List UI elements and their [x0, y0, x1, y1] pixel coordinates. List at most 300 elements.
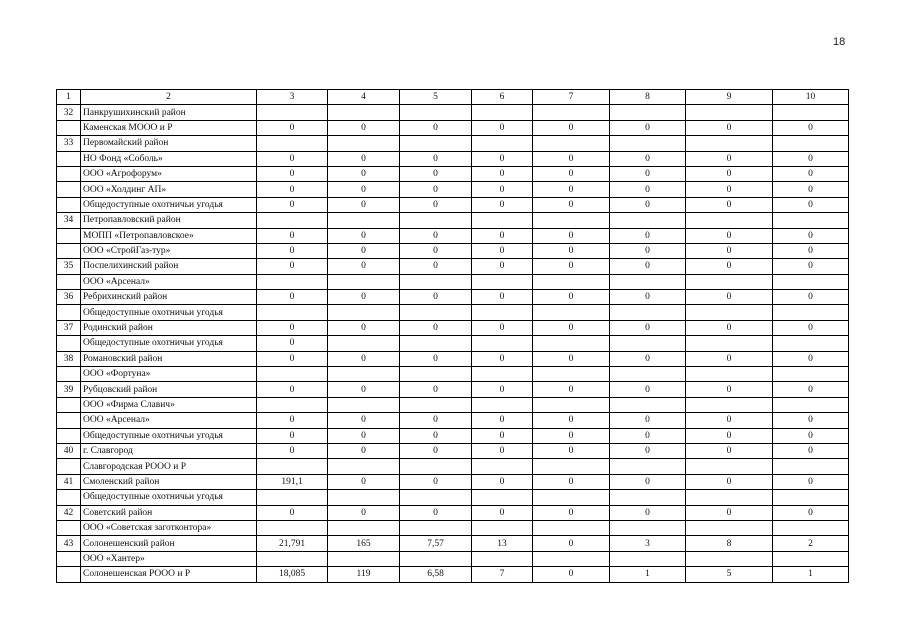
value-cell: 0: [472, 474, 533, 489]
value-cell: 0: [400, 243, 472, 258]
row-name-cell: ООО «Арсенал»: [81, 274, 257, 289]
value-cell: [400, 336, 472, 351]
value-cell: 0: [400, 443, 472, 458]
value-cell: 0: [472, 505, 533, 520]
table-row: [57, 228, 849, 243]
value-cell: 0: [257, 166, 328, 181]
table-row: [57, 274, 849, 289]
row-number-cell: [57, 305, 81, 320]
value-cell: [686, 213, 773, 228]
value-cell: 0: [686, 151, 773, 166]
value-cell: [610, 551, 686, 566]
value-cell: 0: [257, 428, 328, 443]
row-number-cell: 40: [57, 443, 81, 458]
row-number-cell: [57, 428, 81, 443]
value-cell: [610, 105, 686, 120]
value-cell: 2: [773, 536, 849, 551]
value-cell: [257, 490, 328, 505]
table-row: [57, 105, 849, 120]
value-cell: 0: [533, 474, 610, 489]
value-cell: 0: [610, 197, 686, 212]
table-row: [57, 259, 849, 274]
value-cell: [533, 336, 610, 351]
value-cell: [610, 490, 686, 505]
row-name-cell: Солонешенский район: [81, 536, 257, 551]
page-number: 18: [833, 36, 846, 48]
value-cell: 0: [472, 290, 533, 305]
value-cell: 0: [328, 443, 400, 458]
row-number-cell: [57, 274, 81, 289]
value-cell: [610, 459, 686, 474]
table-row: [57, 166, 849, 181]
row-number-cell: 42: [57, 505, 81, 520]
value-cell: [686, 520, 773, 535]
value-cell: 0: [686, 505, 773, 520]
value-cell: 119: [328, 567, 400, 582]
value-cell: [400, 213, 472, 228]
header-cell: 6: [472, 90, 533, 105]
value-cell: 0: [472, 243, 533, 258]
value-cell: 0: [328, 428, 400, 443]
value-cell: 0: [533, 197, 610, 212]
value-cell: 0: [686, 443, 773, 458]
value-cell: [773, 520, 849, 535]
value-cell: [328, 551, 400, 566]
row-name-cell: Общедоступные охотничьи угодья: [81, 490, 257, 505]
value-cell: 6,58: [400, 567, 472, 582]
row-name-cell: Общедоступные охотничьи угодья: [81, 336, 257, 351]
row-number-cell: 35: [57, 259, 81, 274]
value-cell: [328, 520, 400, 535]
value-cell: 0: [472, 197, 533, 212]
value-cell: [610, 274, 686, 289]
value-cell: [533, 490, 610, 505]
value-cell: 0: [257, 382, 328, 397]
value-cell: 0: [686, 428, 773, 443]
value-cell: 0: [533, 120, 610, 135]
value-cell: [773, 397, 849, 412]
table-row: [57, 520, 849, 535]
row-number-cell: [57, 367, 81, 382]
value-cell: 3: [610, 536, 686, 551]
value-cell: [400, 459, 472, 474]
row-number-cell: [57, 551, 81, 566]
header-cell: 7: [533, 90, 610, 105]
value-cell: [328, 397, 400, 412]
value-cell: [400, 551, 472, 566]
value-cell: 0: [610, 505, 686, 520]
value-cell: [773, 213, 849, 228]
table-row: [57, 290, 849, 305]
row-name-cell: ООО «Фирма Славич»: [81, 397, 257, 412]
row-name-cell: ООО «Хантер»: [81, 551, 257, 566]
value-cell: [328, 490, 400, 505]
row-name-cell: Славгородская РООО и Р: [81, 459, 257, 474]
value-cell: 0: [328, 166, 400, 181]
value-cell: [472, 367, 533, 382]
value-cell: 0: [533, 351, 610, 366]
row-name-cell: НО Фонд «Соболь»: [81, 151, 257, 166]
header-cell: 2: [81, 90, 257, 105]
row-number-cell: [57, 182, 81, 197]
row-number-cell: 33: [57, 136, 81, 151]
value-cell: [472, 274, 533, 289]
value-cell: [257, 274, 328, 289]
value-cell: 0: [533, 166, 610, 181]
value-cell: [472, 397, 533, 412]
table-row: [57, 397, 849, 412]
value-cell: [472, 551, 533, 566]
row-name-cell: ООО «Советская заготконтора»: [81, 520, 257, 535]
value-cell: 0: [257, 243, 328, 258]
value-cell: [610, 213, 686, 228]
value-cell: 0: [257, 320, 328, 335]
value-cell: [472, 105, 533, 120]
value-cell: 0: [686, 243, 773, 258]
value-cell: [773, 490, 849, 505]
value-cell: 0: [328, 228, 400, 243]
value-cell: 0: [328, 182, 400, 197]
value-cell: 0: [533, 259, 610, 274]
value-cell: [533, 459, 610, 474]
value-cell: 0: [773, 428, 849, 443]
value-cell: [400, 305, 472, 320]
value-cell: 0: [610, 413, 686, 428]
value-cell: [610, 367, 686, 382]
row-name-cell: Панкрушихинский район: [81, 105, 257, 120]
value-cell: 0: [328, 320, 400, 335]
value-cell: 0: [610, 320, 686, 335]
value-cell: [472, 490, 533, 505]
row-number-cell: [57, 520, 81, 535]
row-number-cell: 39: [57, 382, 81, 397]
row-name-cell: Общедоступные охотничьи угодья: [81, 197, 257, 212]
value-cell: [257, 305, 328, 320]
value-cell: 0: [400, 182, 472, 197]
value-cell: 0: [533, 428, 610, 443]
value-cell: [686, 274, 773, 289]
value-cell: [400, 274, 472, 289]
value-cell: [472, 213, 533, 228]
value-cell: 0: [472, 228, 533, 243]
value-cell: 0: [400, 505, 472, 520]
table-row: [57, 182, 849, 197]
table-row: [57, 413, 849, 428]
value-cell: 0: [533, 320, 610, 335]
row-number-cell: [57, 490, 81, 505]
value-cell: 1: [773, 567, 849, 582]
value-cell: 0: [472, 413, 533, 428]
value-cell: [400, 136, 472, 151]
value-cell: 0: [472, 351, 533, 366]
value-cell: [257, 459, 328, 474]
value-cell: [686, 459, 773, 474]
value-cell: 0: [686, 259, 773, 274]
value-cell: 0: [400, 413, 472, 428]
value-cell: 0: [328, 290, 400, 305]
value-cell: 0: [610, 259, 686, 274]
value-cell: [257, 136, 328, 151]
value-cell: [472, 459, 533, 474]
value-cell: 0: [686, 228, 773, 243]
value-cell: 0: [773, 505, 849, 520]
value-cell: 0: [400, 259, 472, 274]
value-cell: 0: [773, 228, 849, 243]
value-cell: [686, 136, 773, 151]
table-row: [57, 428, 849, 443]
row-number-cell: [57, 228, 81, 243]
value-cell: [773, 459, 849, 474]
value-cell: 0: [686, 320, 773, 335]
value-cell: [257, 397, 328, 412]
row-name-cell: ООО «Агрофорум»: [81, 166, 257, 181]
row-number-cell: [57, 397, 81, 412]
header-cell: 1: [57, 90, 81, 105]
value-cell: 0: [257, 505, 328, 520]
value-cell: 0: [610, 428, 686, 443]
table-row: [57, 567, 849, 582]
value-cell: 0: [533, 413, 610, 428]
data-table: [56, 89, 849, 583]
value-cell: 0: [610, 151, 686, 166]
value-cell: 0: [773, 413, 849, 428]
value-cell: [472, 336, 533, 351]
value-cell: [533, 136, 610, 151]
value-cell: 0: [610, 120, 686, 135]
row-number-cell: [57, 243, 81, 258]
value-cell: [686, 305, 773, 320]
table-row: [57, 151, 849, 166]
value-cell: [773, 367, 849, 382]
table-row: [57, 351, 849, 366]
value-cell: 0: [472, 182, 533, 197]
value-cell: 0: [686, 182, 773, 197]
row-name-cell: Ребрихинский район: [81, 290, 257, 305]
value-cell: [400, 397, 472, 412]
value-cell: [533, 551, 610, 566]
value-cell: 0: [257, 182, 328, 197]
value-cell: 0: [400, 290, 472, 305]
value-cell: [610, 136, 686, 151]
value-cell: [328, 305, 400, 320]
value-cell: 0: [533, 443, 610, 458]
value-cell: 0: [328, 243, 400, 258]
value-cell: 0: [257, 151, 328, 166]
table-row: [57, 305, 849, 320]
row-name-cell: Романовский район: [81, 351, 257, 366]
row-name-cell: Рубцовский район: [81, 382, 257, 397]
table-row: [57, 213, 849, 228]
row-number-cell: [57, 166, 81, 181]
value-cell: 0: [328, 351, 400, 366]
value-cell: 0: [472, 320, 533, 335]
value-cell: 0: [773, 182, 849, 197]
value-cell: 0: [400, 351, 472, 366]
value-cell: 0: [400, 151, 472, 166]
value-cell: 0: [773, 151, 849, 166]
value-cell: 0: [257, 413, 328, 428]
table-row: [57, 536, 849, 551]
value-cell: 0: [328, 505, 400, 520]
value-cell: 0: [610, 382, 686, 397]
table-row: [57, 120, 849, 135]
value-cell: 0: [773, 351, 849, 366]
value-cell: [773, 136, 849, 151]
value-cell: 0: [533, 567, 610, 582]
value-cell: 0: [328, 120, 400, 135]
value-cell: [533, 213, 610, 228]
table-row: [57, 243, 849, 258]
table-row: [57, 367, 849, 382]
value-cell: 0: [610, 243, 686, 258]
table-body: [57, 90, 849, 583]
value-cell: 18,085: [257, 567, 328, 582]
value-cell: 0: [686, 290, 773, 305]
value-cell: 0: [472, 166, 533, 181]
value-cell: [257, 213, 328, 228]
value-cell: 7,57: [400, 536, 472, 551]
value-cell: [533, 105, 610, 120]
value-cell: 0: [686, 351, 773, 366]
value-cell: [773, 105, 849, 120]
value-cell: 0: [610, 443, 686, 458]
value-cell: [533, 367, 610, 382]
row-number-cell: [57, 567, 81, 582]
header-cell: 10: [773, 90, 849, 105]
value-cell: 0: [328, 382, 400, 397]
value-cell: [686, 397, 773, 412]
table-row: [57, 459, 849, 474]
row-name-cell: ООО «СтройГаз-тур»: [81, 243, 257, 258]
table-row: [57, 320, 849, 335]
value-cell: [686, 105, 773, 120]
value-cell: [533, 520, 610, 535]
value-cell: [257, 520, 328, 535]
header-cell: 3: [257, 90, 328, 105]
header-cell: 8: [610, 90, 686, 105]
value-cell: 0: [472, 382, 533, 397]
table-row: [57, 136, 849, 151]
row-number-cell: [57, 120, 81, 135]
row-number-cell: 34: [57, 213, 81, 228]
value-cell: 0: [773, 382, 849, 397]
value-cell: 0: [533, 182, 610, 197]
value-cell: 0: [610, 182, 686, 197]
value-cell: 13: [472, 536, 533, 551]
value-cell: 0: [328, 259, 400, 274]
value-cell: [773, 551, 849, 566]
value-cell: 0: [533, 505, 610, 520]
value-cell: [533, 305, 610, 320]
value-cell: [773, 336, 849, 351]
value-cell: 0: [610, 290, 686, 305]
row-name-cell: ООО «Фортуна»: [81, 367, 257, 382]
row-number-cell: 36: [57, 290, 81, 305]
row-number-cell: [57, 151, 81, 166]
value-cell: [328, 336, 400, 351]
value-cell: 0: [610, 166, 686, 181]
value-cell: [773, 274, 849, 289]
row-name-cell: Первомайский район: [81, 136, 257, 151]
row-number-cell: 38: [57, 351, 81, 366]
value-cell: 0: [472, 443, 533, 458]
row-name-cell: Солонешенская РООО и Р: [81, 567, 257, 582]
value-cell: 0: [400, 382, 472, 397]
row-name-cell: Петропавловский район: [81, 213, 257, 228]
table-row: [57, 336, 849, 351]
value-cell: 0: [400, 166, 472, 181]
value-cell: [686, 336, 773, 351]
value-cell: [328, 367, 400, 382]
value-cell: 0: [773, 474, 849, 489]
table-row: [57, 490, 849, 505]
value-cell: [328, 136, 400, 151]
row-name-cell: МОПП «Петропавловское»: [81, 228, 257, 243]
header-row: [57, 90, 849, 105]
value-cell: [328, 459, 400, 474]
row-number-cell: [57, 459, 81, 474]
value-cell: [400, 520, 472, 535]
row-number-cell: 37: [57, 320, 81, 335]
value-cell: 0: [610, 474, 686, 489]
value-cell: [400, 367, 472, 382]
value-cell: 0: [400, 474, 472, 489]
row-name-cell: Советский район: [81, 505, 257, 520]
value-cell: [472, 520, 533, 535]
row-number-cell: [57, 197, 81, 212]
value-cell: 0: [328, 151, 400, 166]
value-cell: [328, 274, 400, 289]
value-cell: [610, 305, 686, 320]
value-cell: [610, 520, 686, 535]
table-row: [57, 551, 849, 566]
value-cell: 165: [328, 536, 400, 551]
value-cell: 0: [773, 443, 849, 458]
value-cell: 0: [773, 259, 849, 274]
table-row: [57, 382, 849, 397]
table-row: [57, 197, 849, 212]
value-cell: [686, 367, 773, 382]
value-cell: 0: [773, 243, 849, 258]
value-cell: 0: [257, 336, 328, 351]
value-cell: [257, 105, 328, 120]
value-cell: 0: [257, 443, 328, 458]
value-cell: 0: [472, 151, 533, 166]
value-cell: 0: [686, 474, 773, 489]
value-cell: 0: [686, 382, 773, 397]
value-cell: [610, 397, 686, 412]
value-cell: 0: [257, 228, 328, 243]
value-cell: 0: [257, 197, 328, 212]
row-name-cell: Общедоступные охотничьи угодья: [81, 305, 257, 320]
row-name-cell: г. Славгород: [81, 443, 257, 458]
value-cell: 0: [686, 120, 773, 135]
table-row: [57, 474, 849, 489]
value-cell: 0: [533, 382, 610, 397]
value-cell: 0: [400, 120, 472, 135]
value-cell: 0: [773, 290, 849, 305]
row-name-cell: Каменская МООО и Р: [81, 120, 257, 135]
value-cell: 0: [610, 351, 686, 366]
row-name-cell: Общедоступные охотничьи угодья: [81, 428, 257, 443]
value-cell: 0: [773, 166, 849, 181]
value-cell: 8: [686, 536, 773, 551]
value-cell: 0: [257, 259, 328, 274]
value-cell: [400, 105, 472, 120]
value-cell: 0: [773, 197, 849, 212]
value-cell: [533, 397, 610, 412]
value-cell: 191,1: [257, 474, 328, 489]
